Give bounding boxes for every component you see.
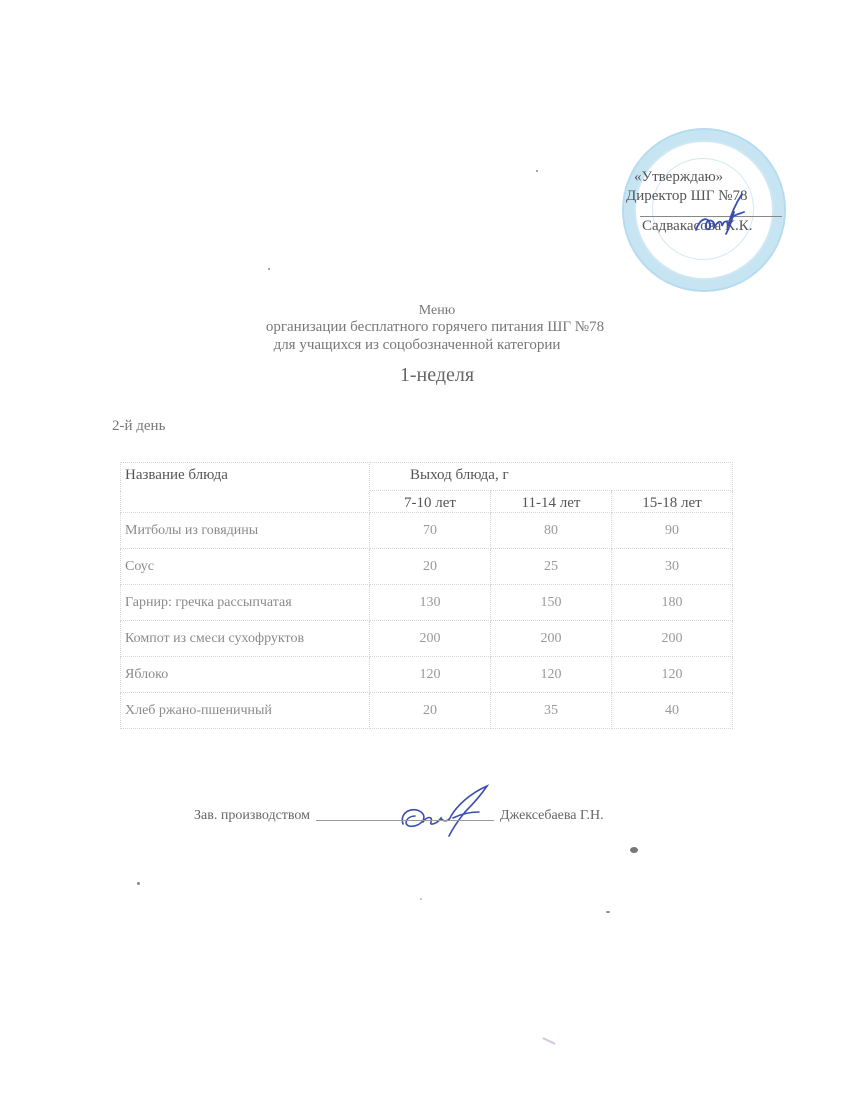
- table-row: [121, 585, 733, 621]
- dish-name: Соус: [121, 549, 370, 585]
- doc-title-organization: организации бесплатного горячего питания ШГ №78: [265, 319, 605, 335]
- yield-15-18: 120: [612, 657, 733, 693]
- approval-name: Садвакасова К.К.: [642, 218, 753, 235]
- yield-11-14: 120: [491, 657, 612, 693]
- yield-7-10: 200: [370, 621, 491, 657]
- approval-heading: «Утверждаю»: [634, 169, 724, 185]
- doc-title-menu: Меню: [418, 303, 456, 318]
- table-row: [121, 693, 733, 729]
- yield-15-18: 90: [612, 513, 733, 549]
- table-row: [121, 513, 733, 549]
- footer-name: Джексебаева Г.Н.: [500, 808, 604, 823]
- footer-signature-line: [316, 819, 494, 821]
- footer-signature-block: [194, 808, 604, 824]
- header-age-11-14: 11-14 лет: [491, 491, 612, 513]
- dish-name: Гарнир: гречка рассыпчатая: [121, 585, 370, 621]
- yield-11-14: 150: [491, 585, 612, 621]
- header-age-7-10: 7-10 лет: [370, 491, 491, 513]
- scan-speck: [137, 882, 140, 885]
- doc-title-audience: для учащихся из соцобозначенной категории: [273, 337, 561, 353]
- approval-position: Директор ШГ №78: [626, 188, 748, 205]
- table-row: [121, 549, 733, 585]
- yield-15-18: 40: [612, 693, 733, 729]
- yield-11-14: 35: [491, 693, 612, 729]
- yield-7-10: 20: [370, 549, 491, 585]
- doc-title-week: 1-неделя: [399, 364, 475, 386]
- yield-7-10: 70: [370, 513, 491, 549]
- yield-11-14: 200: [491, 621, 612, 657]
- yield-15-18: 180: [612, 585, 733, 621]
- table-row: [121, 621, 733, 657]
- dish-name: Хлеб ржано-пшеничный: [121, 693, 370, 729]
- scan-speck: [542, 1037, 556, 1045]
- table-header-row: [121, 463, 733, 491]
- header-dish-name: Название блюда: [121, 463, 370, 513]
- scan-speck: [536, 170, 538, 172]
- yield-15-18: 200: [612, 621, 733, 657]
- dish-name: Компот из смеси сухофруктов: [121, 621, 370, 657]
- director-signature-icon: [690, 190, 750, 240]
- dish-name: Яблоко: [121, 657, 370, 693]
- scan-speck: [606, 911, 610, 913]
- table-row: [121, 657, 733, 693]
- yield-7-10: 130: [370, 585, 491, 621]
- scan-speck: [630, 847, 638, 853]
- menu-table: [120, 462, 733, 729]
- day-label: 2-й день: [112, 418, 166, 434]
- header-age-15-18: 15-18 лет: [612, 491, 733, 513]
- yield-7-10: 20: [370, 693, 491, 729]
- header-yield-group: Выход блюда, г: [370, 463, 733, 491]
- footer-role: Зав. производством: [194, 808, 311, 823]
- yield-11-14: 80: [491, 513, 612, 549]
- yield-15-18: 30: [612, 549, 733, 585]
- yield-7-10: 120: [370, 657, 491, 693]
- scan-speck: [420, 898, 422, 900]
- yield-11-14: 25: [491, 549, 612, 585]
- scan-speck: [268, 268, 270, 270]
- dish-name: Митболы из говядины: [121, 513, 370, 549]
